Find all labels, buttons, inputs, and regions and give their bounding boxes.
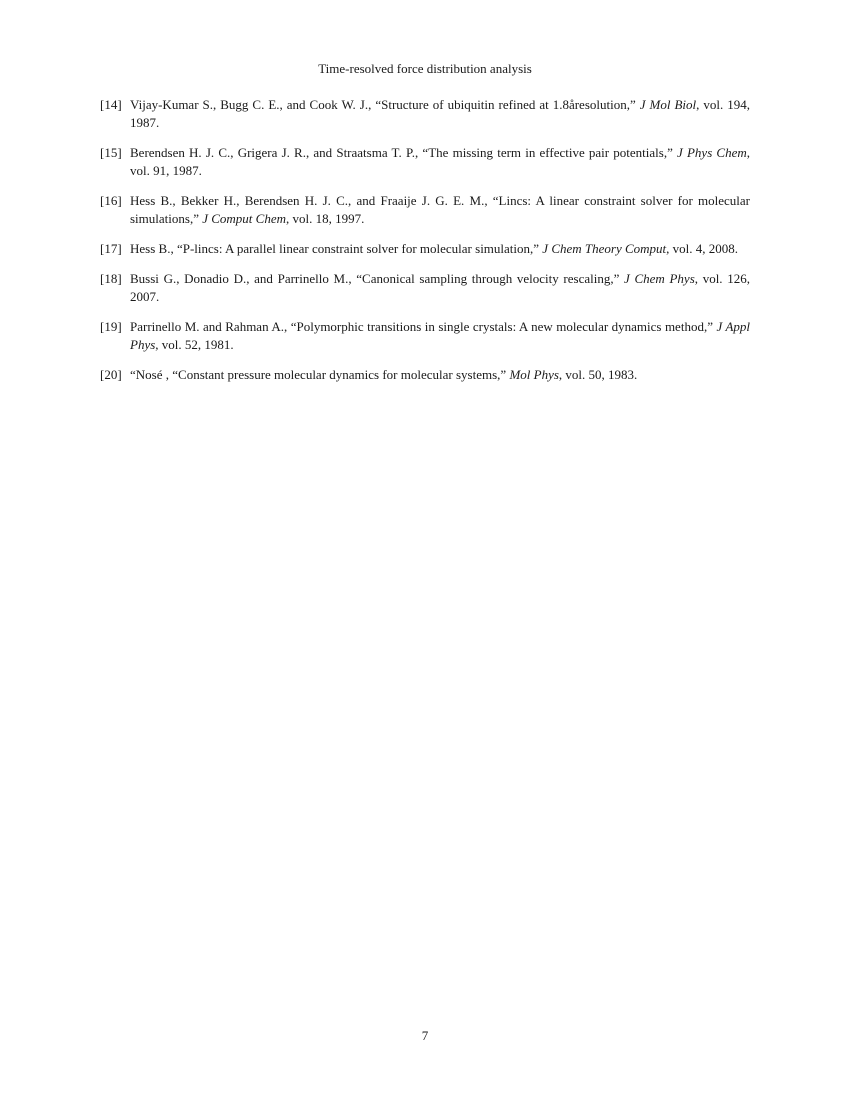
reference-number: [17]	[100, 241, 122, 256]
reference-journal: J Chem Phys	[624, 271, 695, 286]
reference-text	[130, 97, 750, 130]
reference-title: “Structure of ubiquitin refined at 1.8åresolution,”	[375, 97, 640, 112]
reference-authors: Bussi G., Donadio D., and Parrinello M.,	[130, 271, 357, 286]
reference-journal: J Comput Chem	[202, 211, 286, 226]
reference-details: , vol. 52, 1981.	[155, 337, 234, 352]
reference-details: , vol. 50, 1983.	[558, 367, 638, 382]
reference-details: , vol. 4, 2008.	[666, 241, 739, 256]
reference-authors: Hess B.,	[130, 241, 177, 256]
reference-title: “Constant pressure molecular dynamics for molecular systems,”	[172, 367, 510, 382]
reference-journal: J Mol Biol	[639, 97, 697, 112]
reference-title: “Canonical sampling through velocity rescaling,”	[356, 271, 625, 286]
reference-text	[130, 367, 637, 382]
reference-title: “P-lincs: A parallel linear constraint solver for molecular simulation,”	[176, 241, 543, 256]
reference-journal: J Phys Chem	[677, 145, 747, 160]
reference-details: , vol. 91, 1987.	[130, 145, 751, 178]
reference-item	[100, 270, 750, 306]
reference-item	[100, 318, 750, 354]
reference-journal: J Appl Phys	[130, 319, 750, 352]
reference-text	[130, 319, 750, 352]
reference-journal: Mol Phys	[509, 367, 559, 382]
reference-authors: Parrinello M. and Rahman A.,	[130, 319, 291, 334]
reference-item	[100, 144, 750, 180]
reference-item	[100, 96, 750, 132]
reference-details: , vol. 194, 1987.	[130, 97, 750, 130]
reference-authors: “Nosé ,	[130, 367, 173, 382]
reference-details: , vol. 126, 2007.	[130, 271, 750, 304]
reference-number: [16]	[100, 193, 122, 208]
reference-text	[130, 145, 750, 178]
page-number: 7	[421, 1028, 429, 1043]
reference-details: , vol. 18, 1997.	[286, 211, 365, 226]
reference-title: “Polymorphic transitions in single crystals: A new molecular dynamics method,”	[290, 319, 717, 334]
reference-text	[130, 241, 738, 256]
reference-title: “The missing term in effective pair potentials,”	[422, 145, 678, 160]
reference-number: [20]	[100, 367, 122, 382]
reference-list	[100, 96, 750, 396]
reference-authors: Berendsen H. J. C., Grigera J. R., and Straatsma T. P.,	[130, 145, 423, 160]
reference-authors: Vijay-Kumar S., Bugg C. E., and Cook W. J.,	[130, 97, 376, 112]
reference-authors: Hess B., Bekker H., Berendsen H. J. C., and Fraaije J. G. E. M.,	[130, 193, 493, 208]
reference-item	[100, 240, 750, 258]
reference-text	[130, 271, 750, 304]
reference-number: [18]	[100, 271, 122, 286]
reference-item	[100, 366, 750, 384]
reference-number: [19]	[100, 319, 122, 334]
reference-number: [14]	[100, 97, 122, 112]
reference-title: “Lincs: A linear constraint solver for molecular simulations,”	[130, 193, 750, 226]
reference-journal: J Chem Theory Comput	[542, 241, 667, 256]
reference-item	[100, 192, 750, 228]
reference-text	[130, 193, 750, 226]
running-header: Time-resolved force distribution analysis	[318, 61, 532, 76]
reference-number: [15]	[100, 145, 122, 160]
